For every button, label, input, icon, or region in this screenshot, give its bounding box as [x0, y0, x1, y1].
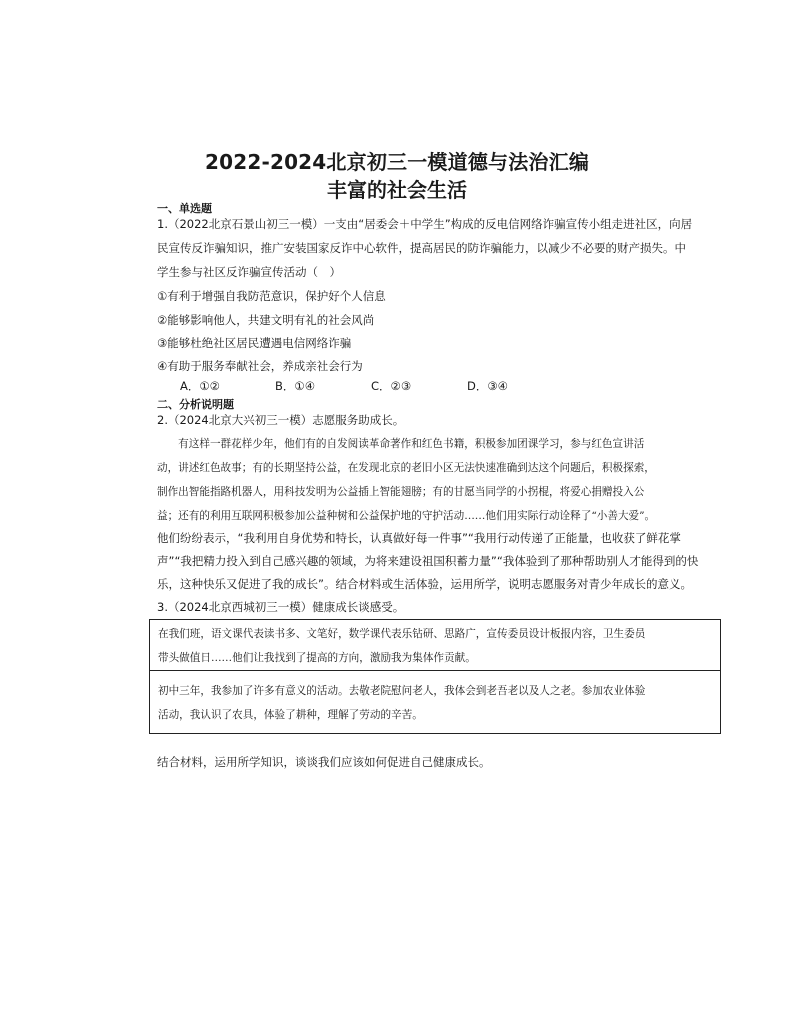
question-2-intro: 2.（2024北京大兴初三一模）志愿服务助成长。 — [157, 413, 405, 427]
statement-2: ②能够影响他人，共建文明有礼的社会风尚 — [157, 313, 375, 327]
option-c[interactable]: C．②③ — [371, 379, 412, 393]
question-2-material-line: 动，讲述红色故事；有的长期坚持公益，在发现北京的老旧小区无法快速准确到达这个问题后，积极探索， — [157, 462, 655, 474]
question-2-text-line: 乐，这种快乐又促进了我的成长”。结合材料或生活体验，运用所学，说明志愿服务对青少年成长的意义。 — [157, 577, 692, 591]
document-title: 2022-2024北京初三一模道德与法治汇编 — [204, 150, 590, 174]
section-heading-single-choice: 一、单选题 — [157, 202, 212, 215]
document-subtitle: 丰富的社会生活 — [327, 178, 467, 202]
material-box-1-line: 带头做值日……他们让我找到了提高的方向，激励我为集体作贡献。 — [158, 652, 476, 664]
question-3-intro: 3.（2024北京西城初三一模）健康成长谈感受。 — [157, 600, 405, 614]
question-1-line: 学生参与社区反诈骗宣传活动（ ） — [157, 265, 341, 279]
option-d[interactable]: D．③④ — [467, 379, 508, 393]
section-heading-analysis: 二、分析说明题 — [157, 398, 234, 411]
question-2-text-line: 声”“我把精力投入到自己感兴趣的领域，为将来建设祖国积蓄力量”“我体验到了那种帮助别人才能得到的快 — [157, 554, 699, 568]
material-box-1 — [149, 619, 721, 671]
question-2-text-line: 他们纷纷表示，“我利用自身优势和特长，认真做好每一件事”“我用行动传递了正能量，也收获了鲜花掌 — [157, 531, 681, 545]
statement-4: ④有助于服务奉献社会，养成亲社会行为 — [157, 359, 363, 373]
statement-1: ①有利于增强自我防范意识，保护好个人信息 — [157, 289, 386, 303]
material-box-2-line: 活动，我认识了农具，体验了耕种，理解了劳动的辛苦。 — [158, 709, 423, 721]
question-2-material-line: 益；还有的利用互联网积极参加公益种树和公益保护地的守护活动……他们用实际行动诠释了“小善大爱”。 — [157, 510, 656, 522]
question-1-line: 民宣传反诈骗知识，推广安装国家反诈中心软件，提高居民的防诈骗能力，以减少不必要的财产损失。中 — [157, 241, 686, 255]
question-3-prompt: 结合材料，运用所学知识，谈谈我们应该如何促进自己健康成长。 — [157, 755, 491, 769]
material-box-1-line: 在我们班，语文课代表读书多、文笔好，数学课代表乐钻研、思路广，宣传委员设计板报内容，卫生委员 — [158, 628, 646, 640]
material-box-2 — [149, 670, 721, 734]
question-1-line: 1.（2022北京石景山初三一模）一支由“居委会＋中学生”构成的反电信网络诈骗宣传小组走进社区，向居 — [157, 217, 693, 231]
question-2-material-line: 有这样一群花样少年，他们有的自发阅读革命著作和红色书籍，积极参加团课学习，参与红色宣讲活 — [157, 438, 645, 450]
question-2-material-line: 制作出智能指路机器人，用科技发明为公益插上智能翅膀；有的甘愿当同学的小拐棍，将爱心捐赠投入公 — [157, 486, 645, 498]
option-b[interactable]: B．①④ — [275, 379, 316, 393]
statement-3: ③能够杜绝社区居民遭遇电信网络诈骗 — [157, 336, 352, 350]
material-box-2-line: 初中三年，我参加了许多有意义的活动。去敬老院慰问老人，我体会到老吾老以及人之老。参加农业体验 — [158, 685, 646, 697]
option-a[interactable]: A．①② — [180, 379, 220, 393]
